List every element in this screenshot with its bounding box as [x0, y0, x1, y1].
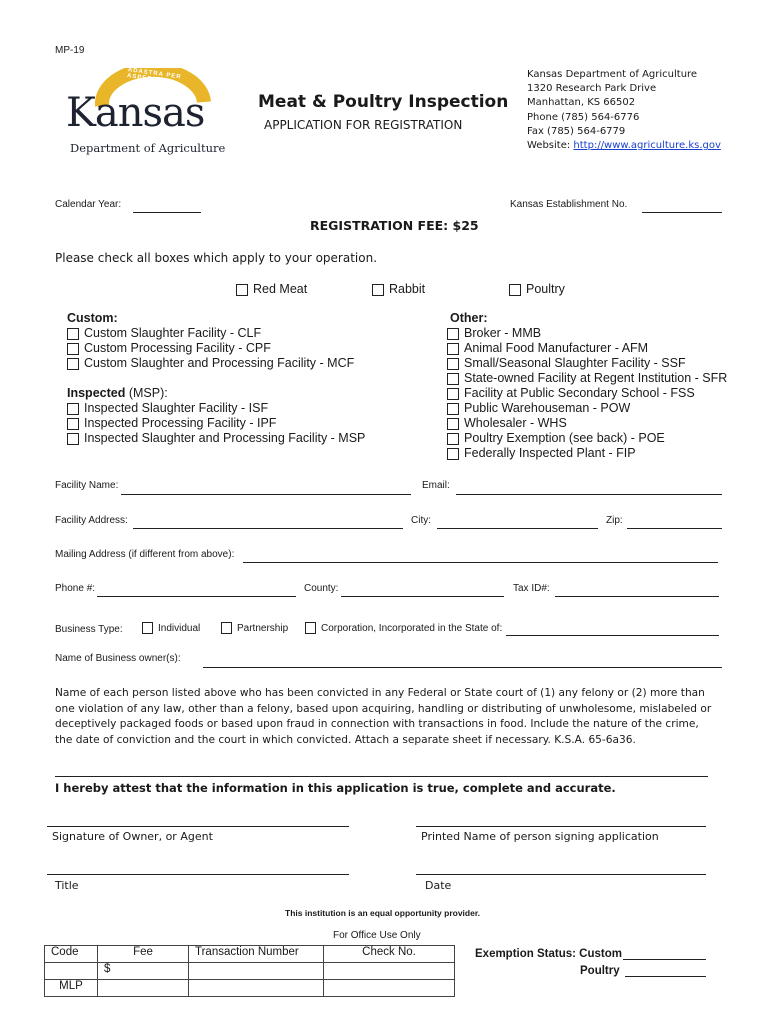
tax-id-label: Tax ID#:	[513, 583, 550, 594]
checkbox[interactable]	[67, 328, 79, 340]
checkbox[interactable]	[447, 343, 459, 355]
zip-label: Zip:	[606, 515, 623, 526]
agency-contact	[527, 68, 721, 153]
custom-heading: Custom:	[67, 311, 118, 325]
checkbox[interactable]	[447, 388, 459, 400]
checkbox[interactable]	[447, 328, 459, 340]
title-label: Title	[55, 879, 79, 892]
agency-phone: Phone (785) 564-6776	[527, 111, 640, 123]
table-row	[45, 980, 455, 997]
tax-id-field[interactable]	[555, 596, 719, 597]
agency-address1: 1320 Research Park Drive	[527, 83, 657, 95]
checkbox[interactable]	[447, 418, 459, 430]
exemption-status-custom: Exemption Status: Custom	[475, 948, 622, 960]
conviction-field[interactable]	[55, 776, 708, 777]
phone-field[interactable]	[97, 596, 296, 597]
business-owners-label: Name of Business owner(s):	[55, 653, 181, 664]
facility-name-label: Facility Name:	[55, 480, 119, 491]
mailing-address-field[interactable]	[243, 562, 718, 563]
cell-transaction-2[interactable]	[189, 980, 324, 997]
incorporation-state-field[interactable]	[506, 635, 719, 636]
checkbox[interactable]	[372, 284, 384, 296]
exemption-poultry-field[interactable]	[625, 976, 706, 977]
table-row	[45, 946, 455, 963]
header-transaction: Transaction Number	[189, 946, 324, 963]
agency-name: Kansas Department of Agriculture	[527, 69, 698, 80]
logo-wordmark: Kansas	[66, 90, 205, 136]
checkbox[interactable]	[236, 284, 248, 296]
checkbox[interactable]	[447, 403, 459, 415]
phone-label: Phone #:	[55, 583, 96, 594]
option-mcf[interactable]: Custom Slaughter and Processing Facility - MCF	[67, 356, 354, 371]
cell-transaction[interactable]	[189, 963, 324, 980]
zip-field[interactable]	[627, 528, 722, 529]
form-id: MP-19	[55, 45, 85, 56]
option-ipf[interactable]: Inspected Processing Facility - IPF	[67, 416, 276, 431]
county-field[interactable]	[341, 596, 504, 597]
checkbox[interactable]	[142, 622, 153, 634]
option-fss[interactable]: Facility at Public Secondary School - FSS	[447, 386, 695, 401]
option-cpf[interactable]: Custom Processing Facility - CPF	[67, 341, 271, 356]
website-label: Website:	[527, 140, 571, 152]
date-field[interactable]	[416, 874, 706, 875]
table-row	[45, 963, 455, 980]
checkbox[interactable]	[447, 358, 459, 370]
checkbox[interactable]	[67, 343, 79, 355]
email-field[interactable]	[456, 494, 722, 495]
logo-arc-text: ADASTRA PER ASPERA	[126, 67, 182, 84]
cell-fee[interactable]: $	[98, 963, 189, 980]
checkbox[interactable]	[67, 418, 79, 430]
cell-fee-2[interactable]	[98, 980, 189, 997]
cell-check-2[interactable]	[324, 980, 455, 997]
agency-address2: Manhattan, KS 66502	[527, 97, 636, 109]
check-instruction: Please check all boxes which apply to your operation.	[55, 251, 378, 265]
city-field[interactable]	[437, 528, 598, 529]
business-type-partnership[interactable]: Partnership	[221, 621, 288, 636]
business-type-corporation[interactable]: Corporation, Incorporated in the State of:	[305, 621, 502, 636]
signature-label: Signature of Owner, or Agent	[52, 830, 213, 843]
calendar-year-label: Calendar Year:	[55, 199, 122, 210]
logo-subtitle: Department of Agriculture	[70, 141, 226, 155]
option-pow[interactable]: Public Warehouseman - POW	[447, 401, 630, 416]
option-afm[interactable]: Animal Food Manufacturer - AFM	[447, 341, 648, 356]
option-isf[interactable]: Inspected Slaughter Facility - ISF	[67, 401, 268, 416]
checkbox[interactable]	[67, 403, 79, 415]
header-code: Code	[45, 946, 98, 963]
species-red-meat[interactable]: Red Meat	[236, 282, 307, 297]
printed-name-label: Printed Name of person signing application	[421, 830, 659, 843]
city-label: City:	[411, 515, 431, 526]
establishment-label: Kansas Establishment No.	[510, 199, 628, 210]
checkbox[interactable]	[67, 433, 79, 445]
office-use-heading: For Office Use Only	[333, 930, 421, 941]
checkbox[interactable]	[447, 433, 459, 445]
kda-logo	[62, 67, 226, 158]
exemption-status-poultry: Poultry	[580, 965, 620, 977]
facility-address-label: Facility Address:	[55, 515, 128, 526]
establishment-field[interactable]	[642, 212, 722, 213]
printed-name-field[interactable]	[416, 826, 706, 827]
option-fip[interactable]: Federally Inspected Plant - FIP	[447, 446, 636, 461]
mailing-address-label: Mailing Address (if different from above):	[55, 549, 235, 560]
calendar-year-field[interactable]	[133, 212, 201, 213]
page-subtitle: APPLICATION FOR REGISTRATION	[264, 118, 463, 132]
facility-address-field[interactable]	[133, 528, 403, 529]
other-heading: Other:	[450, 311, 488, 325]
date-label: Date	[425, 879, 452, 892]
option-msp[interactable]: Inspected Slaughter and Processing Facility - MSP	[67, 431, 365, 446]
office-use-table	[44, 945, 455, 997]
title-field[interactable]	[47, 874, 349, 875]
checkbox[interactable]	[305, 622, 316, 634]
conviction-statement: Name of each person listed above who has been convicted in any Federal or State court of (1) any felony or (2) more than one violation of any law, other than a felony, based upon acquiring, handling or distributing of unwholesome, mislabeled or deceptively packaged foods or based upon fraud in connection with transactions in food. Include the nature of the crime, the date of conviction and the court in which convicted. Attach a separate sheet if necessary. K.S.A. 65-6a36.	[55, 687, 712, 746]
website-link[interactable]: http://www.agriculture.ks.gov	[573, 140, 721, 152]
species-poultry[interactable]: Poultry	[509, 282, 565, 297]
registration-fee: REGISTRATION FEE: $25	[310, 218, 479, 233]
cell-code-mlp: MLP	[45, 980, 98, 997]
header-check: Check No.	[324, 946, 455, 963]
business-type-individual[interactable]: Individual	[142, 621, 200, 636]
exemption-custom-field[interactable]	[623, 959, 706, 960]
option-mmb[interactable]: Broker - MMB	[447, 326, 541, 341]
checkbox[interactable]	[67, 358, 79, 370]
page-title: Meat & Poultry Inspection	[258, 92, 509, 112]
email-label: Email:	[422, 480, 450, 491]
cell-code[interactable]	[45, 963, 98, 980]
county-label: County:	[304, 583, 339, 594]
option-poe[interactable]: Poultry Exemption (see back) - POE	[447, 431, 665, 446]
business-type-label: Business Type:	[55, 624, 123, 635]
business-owners-field[interactable]	[203, 667, 722, 668]
inspected-heading: Inspected (MSP):	[67, 386, 168, 400]
checkbox[interactable]	[447, 373, 459, 385]
option-sfr[interactable]: State-owned Facility at Regent Institution - SFR	[447, 371, 727, 386]
facility-name-field[interactable]	[121, 494, 411, 495]
option-ssf[interactable]: Small/Seasonal Slaughter Facility - SSF	[447, 356, 686, 371]
checkbox[interactable]	[447, 448, 459, 460]
checkbox[interactable]	[509, 284, 521, 296]
attestation: I hereby attest that the information in this application is true, complete and accurate.	[55, 781, 616, 795]
cell-check[interactable]	[324, 963, 455, 980]
agency-fax: Fax (785) 564-6779	[527, 125, 626, 137]
checkbox[interactable]	[221, 622, 232, 634]
header-fee: Fee	[98, 946, 189, 963]
option-clf[interactable]: Custom Slaughter Facility - CLF	[67, 326, 261, 341]
equal-opportunity-notice: This institution is an equal opportunity provider.	[285, 908, 481, 918]
signature-field[interactable]	[47, 826, 349, 827]
species-rabbit[interactable]: Rabbit	[372, 282, 425, 297]
option-whs[interactable]: Wholesaler - WHS	[447, 416, 567, 431]
